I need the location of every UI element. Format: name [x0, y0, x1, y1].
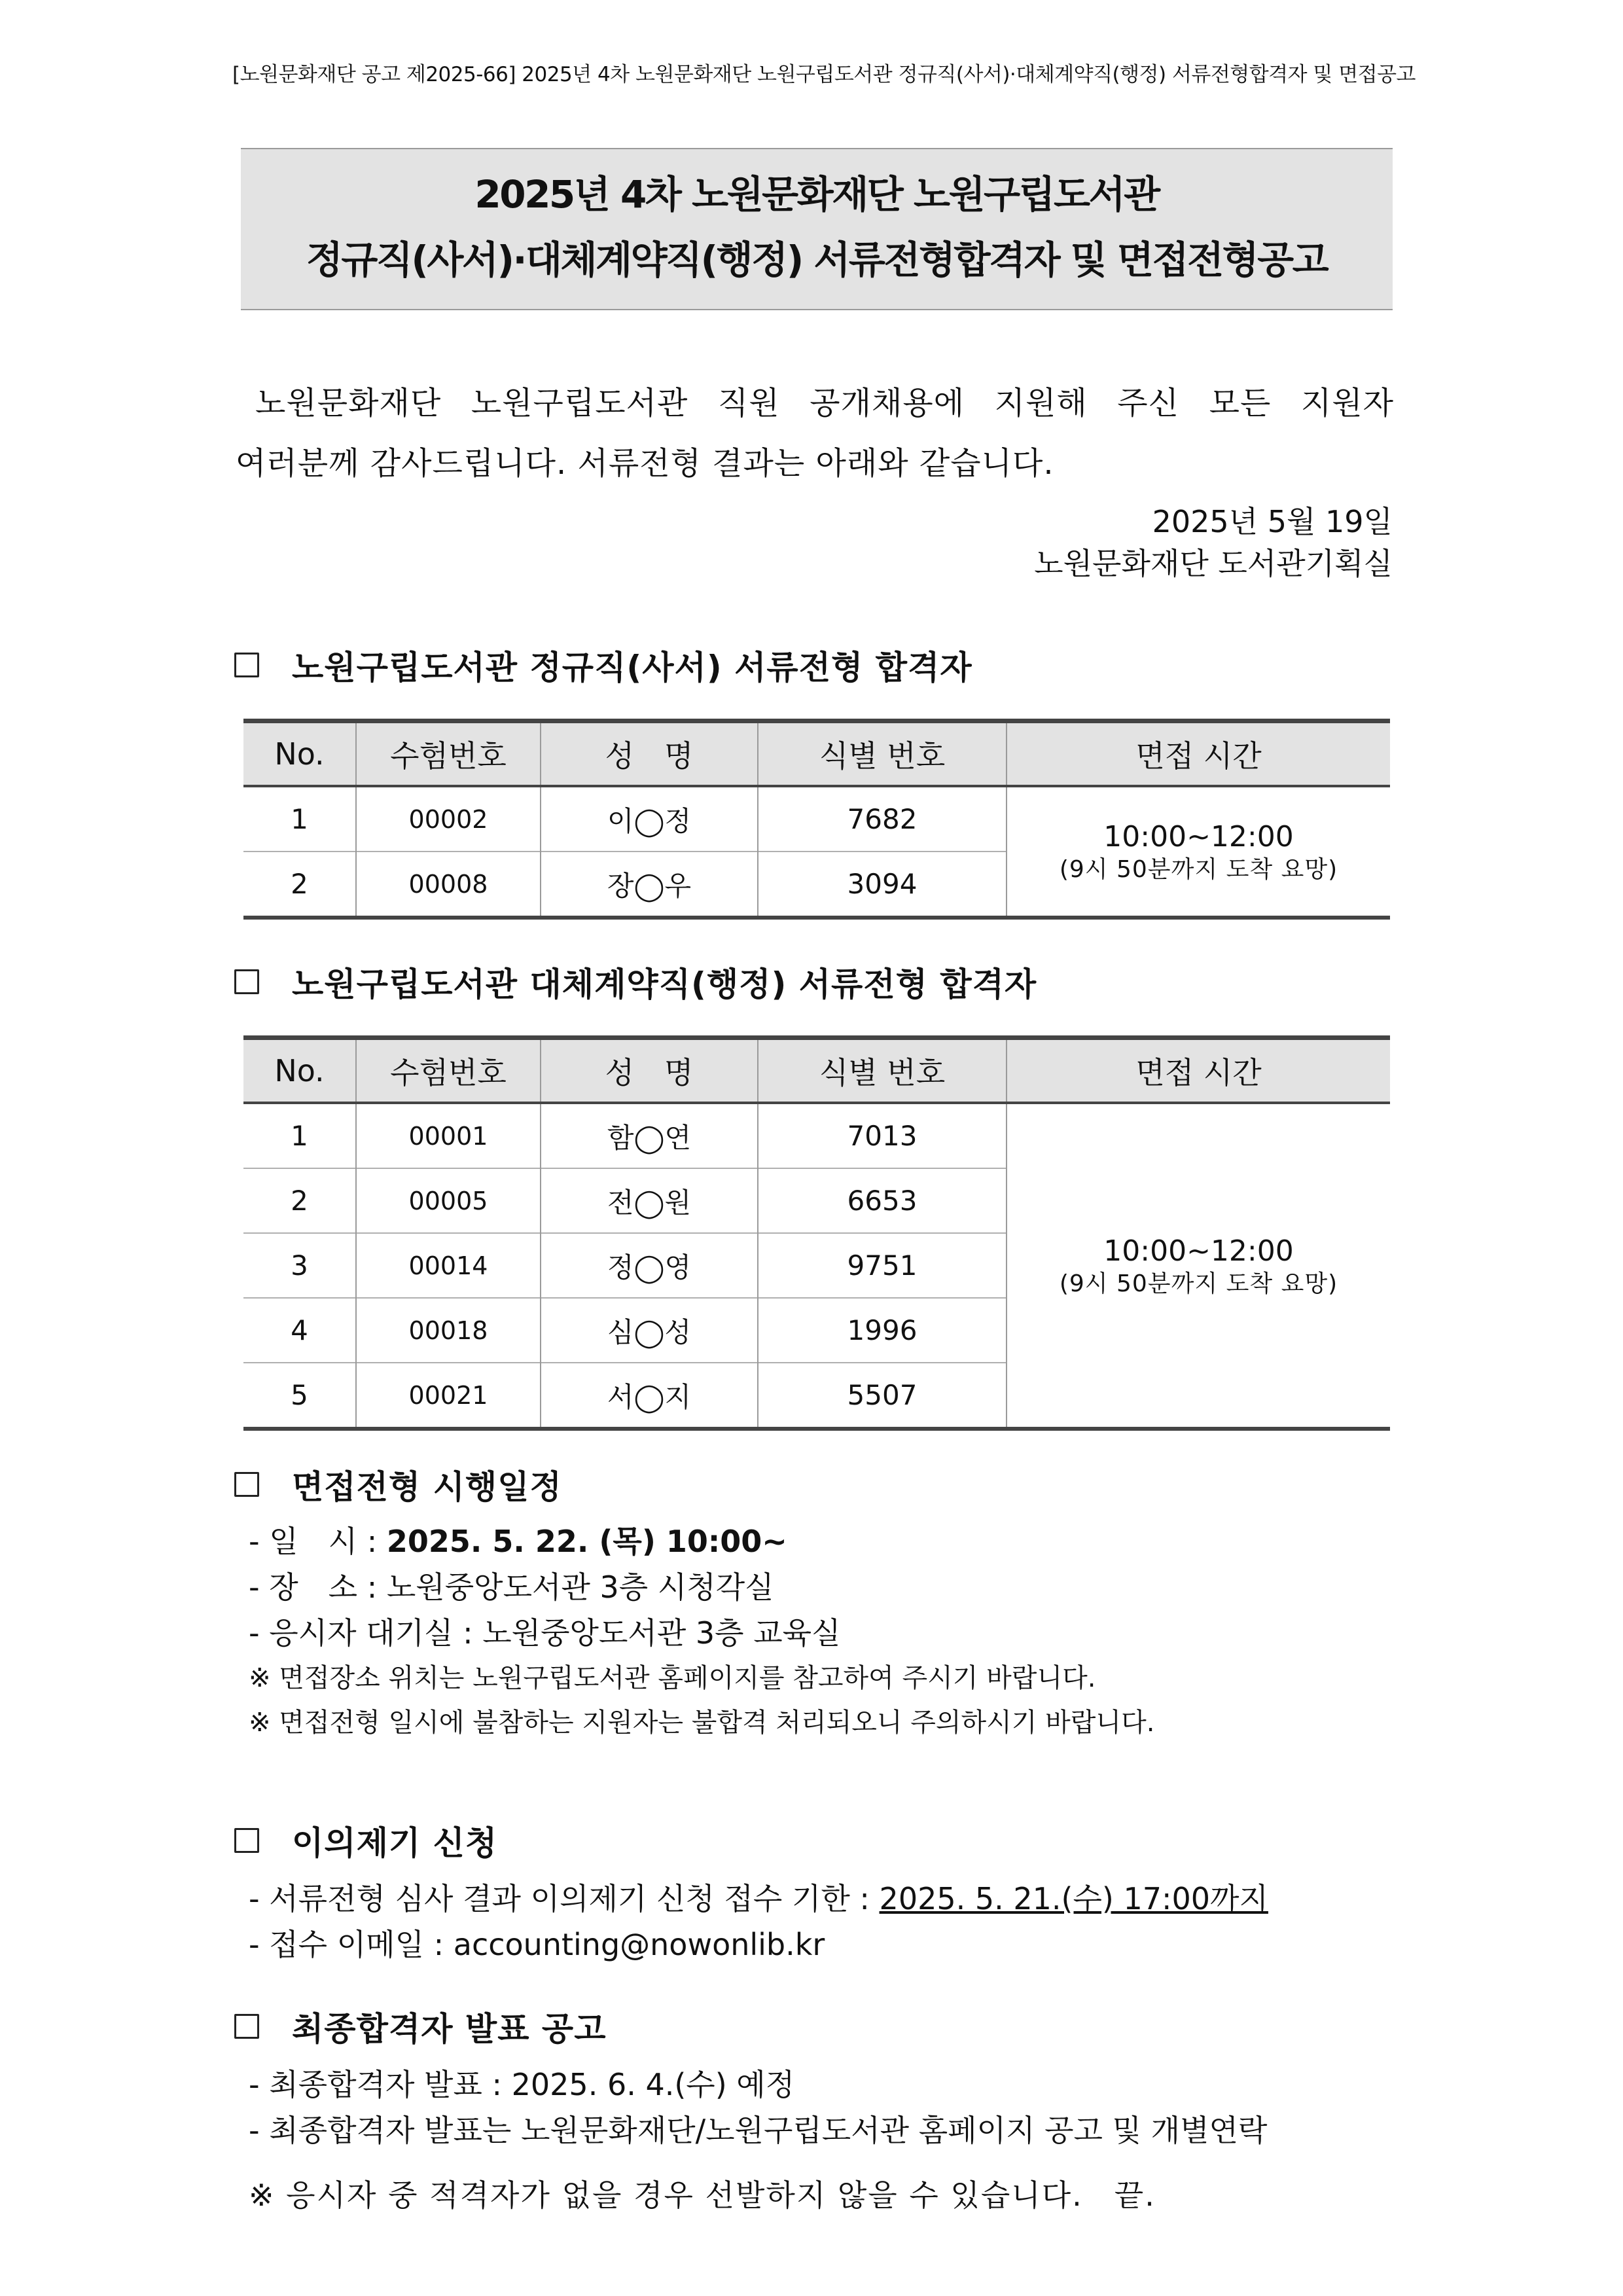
final-announcement-method: - 최종합격자 발표는 노원문화재단/노원구립도서관 홈페이지 공고 및 개별연락	[249, 2113, 1268, 2148]
col-id-number: 식별 번호	[758, 1038, 1007, 1103]
row-name: 함◯연	[541, 1103, 758, 1168]
row-no: 1	[243, 786, 356, 852]
col-name: 성 명	[541, 721, 758, 787]
interview-arrival-note: (9시 50분까지 도착 요망)	[1059, 1270, 1338, 1297]
row-no: 3	[243, 1233, 356, 1298]
schedule-waiting-room: - 응시자 대기실 : 노원중앙도서관 3층 교육실	[249, 1615, 841, 1651]
col-name: 성 명	[541, 1038, 758, 1103]
title-line-1: 2025년 4차 노원문화재단 노원구립도서관	[474, 172, 1159, 217]
interview-schedule	[249, 1518, 1154, 1745]
objection-deadline	[249, 1876, 1268, 1922]
row-exam-number: 00021	[356, 1363, 541, 1429]
intro-line-2: 여러분께 감사드립니다. 서류전형 결과는 아래와 같습니다.	[236, 445, 1054, 482]
row-no: 2	[243, 1168, 356, 1233]
section2-table	[243, 1035, 1390, 1431]
col-id-number: 식별 번호	[758, 721, 1007, 787]
section1-heading-text: 노원구립도서관 정규직(사서) 서류전형 합격자	[292, 649, 972, 687]
row-exam-number: 00002	[356, 786, 541, 852]
table-row	[243, 1103, 1390, 1168]
col-interview-time: 면접 시간	[1007, 1038, 1390, 1103]
issue-date: 2025년 5월 19일	[1152, 504, 1393, 539]
row-no: 2	[243, 852, 356, 918]
section5-heading-text: 최종합격자 발표 공고	[292, 2010, 607, 2048]
objection-deadline-value: 2025. 5. 21.(수) 17:00까지	[879, 1881, 1268, 1916]
schedule-date-value: 2025. 5. 22. (목) 10:00~	[386, 1524, 787, 1559]
issuer-block	[1034, 501, 1393, 584]
interview-time-cell	[1007, 1103, 1390, 1429]
checkbox-square-icon	[234, 1828, 259, 1853]
interview-time-cell	[1007, 786, 1390, 918]
schedule-place: - 장 소 : 노원중앙도서관 3층 시청각실	[249, 1570, 774, 1605]
table-header-row	[243, 1038, 1390, 1103]
row-id-number: 5507	[758, 1363, 1007, 1429]
interview-arrival-note: (9시 50분까지 도착 요망)	[1059, 856, 1338, 883]
closing-note: ※ 응시자 중 적격자가 없을 경우 선발하지 않을 수 있습니다. 끝.	[249, 2178, 1156, 2213]
title-line-2: 정규직(사서)·대체계약직(행정) 서류전형합격자 및 면접전형공고	[306, 238, 1328, 282]
final-announcement	[249, 2062, 1267, 2153]
section4-heading-text: 이의제기 신청	[292, 1824, 498, 1862]
intro-paragraph	[236, 373, 1394, 493]
row-id-number: 7013	[758, 1103, 1007, 1168]
row-name: 이◯정	[541, 786, 758, 852]
row-id-number: 1996	[758, 1298, 1007, 1363]
section2-heading-text: 노원구립도서관 대체계약직(행정) 서류전형 합격자	[292, 965, 1037, 1003]
table-header-row	[243, 721, 1390, 787]
objection-email: - 접수 이메일 : accounting@nowonlib.kr	[249, 1927, 825, 1962]
schedule-note-2: ※ 면접전형 일시에 불참하는 지원자는 불합격 처리되오니 주의하시기 바랍니다.	[249, 1708, 1155, 1738]
col-exam-number: 수험번호	[356, 721, 541, 787]
row-id-number: 9751	[758, 1233, 1007, 1298]
table-row	[243, 786, 1390, 852]
col-no: No.	[243, 721, 356, 787]
objection-info	[249, 1876, 1268, 1967]
objection-deadline-label: - 서류전형 심사 결과 이의제기 신청 접수 기한 :	[249, 1881, 880, 1916]
section1-heading	[234, 641, 972, 689]
schedule-date-label: - 일 시 :	[249, 1524, 387, 1559]
row-exam-number: 00001	[356, 1103, 541, 1168]
row-no: 1	[243, 1103, 356, 1168]
row-exam-number: 00008	[356, 852, 541, 918]
col-no: No.	[243, 1038, 356, 1103]
section3-heading-text: 면접전형 시행일정	[292, 1468, 562, 1506]
interview-time: 10:00~12:00	[1103, 1234, 1294, 1268]
checkbox-square-icon	[234, 1472, 259, 1497]
row-id-number: 7682	[758, 786, 1007, 852]
row-name: 심◯성	[541, 1298, 758, 1363]
intro-line-1: 노원문화재단 노원구립도서관 직원 공개채용에 지원해 주신 모든 지원자	[255, 385, 1394, 422]
notice-header: [노원문화재단 공고 제2025-66] 2025년 4차 노원문화재단 노원구립도서관 정규직(사서)·대체계약직(행정) 서류전형합격자 및 면접공고	[232, 63, 1416, 86]
row-exam-number: 00018	[356, 1298, 541, 1363]
checkbox-square-icon	[234, 969, 259, 994]
col-interview-time: 면접 시간	[1007, 721, 1390, 787]
final-announcement-date: - 최종합격자 발표 : 2025. 6. 4.(수) 예정	[249, 2067, 795, 2102]
row-exam-number: 00005	[356, 1168, 541, 1233]
row-id-number: 6653	[758, 1168, 1007, 1233]
row-exam-number: 00014	[356, 1233, 541, 1298]
schedule-note-1: ※ 면접장소 위치는 노원구립도서관 홈페이지를 참고하여 주시기 바랍니다.	[249, 1663, 1096, 1693]
section3-heading	[234, 1461, 562, 1508]
row-no: 4	[243, 1298, 356, 1363]
row-name: 서◯지	[541, 1363, 758, 1429]
checkbox-square-icon	[234, 2014, 259, 2039]
row-no: 5	[243, 1363, 356, 1429]
row-id-number: 3094	[758, 852, 1007, 918]
section1-table	[243, 719, 1390, 920]
checkbox-square-icon	[234, 653, 259, 677]
section5-heading	[234, 2003, 607, 2050]
row-name: 정◯영	[541, 1233, 758, 1298]
interview-time: 10:00~12:00	[1103, 820, 1294, 853]
row-name: 장◯우	[541, 852, 758, 918]
issuer-org: 노원문화재단 도서관기획실	[1034, 546, 1393, 581]
title-box	[241, 148, 1393, 310]
schedule-date	[249, 1518, 1154, 1564]
col-exam-number: 수험번호	[356, 1038, 541, 1103]
row-name: 전◯원	[541, 1168, 758, 1233]
section2-heading	[234, 958, 1037, 1005]
section4-heading	[234, 1817, 497, 1864]
